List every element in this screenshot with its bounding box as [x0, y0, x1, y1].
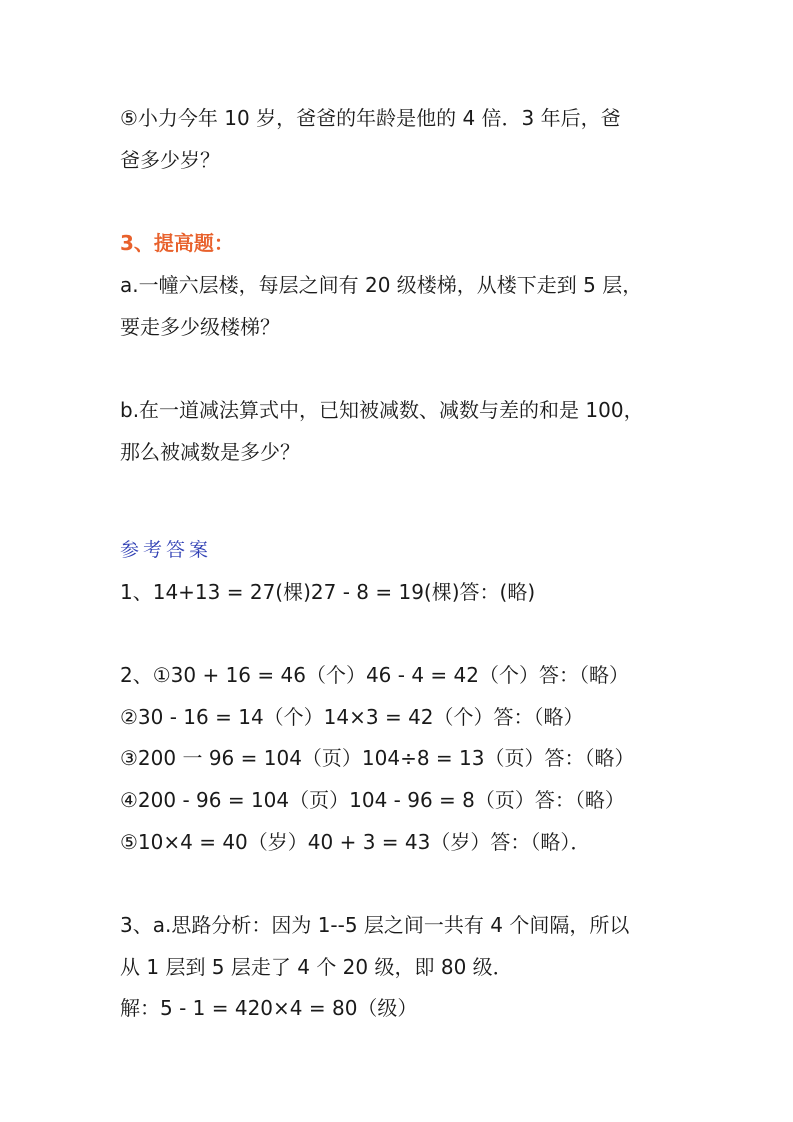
answer-2-1: 2、①30 + 16 = 46（个）46 - 4 = 42（个）答：（略）: [120, 663, 629, 687]
question-5-line-1: ⑤小力今年 10 岁，爸爸的年龄是他的 4 倍．3 年后，爸: [120, 106, 621, 130]
answer-3-line-1: 3、a.思路分析：因为 1--5 层之间一共有 4 个间隔，所以: [120, 913, 630, 937]
answer-2-5: ⑤10×4 = 40（岁）40 + 3 = 43（岁）答：（略）．: [120, 830, 591, 854]
question-5-line-2: 爸多少岁？: [120, 148, 220, 172]
advanced-question-b-line-2: 那么被减数是多少？: [120, 440, 300, 464]
answer-2-2: ②30 - 16 = 14（个）14×3 = 42（个）答：（略）: [120, 705, 584, 729]
answer-3-line-3: 解：5 - 1 = 420×4 = 80（级）: [120, 996, 418, 1020]
advanced-section-heading: 3、提高题：: [120, 231, 234, 255]
answer-3-line-2: 从 1 层到 5 层走了 4 个 20 级，即 80 级．: [120, 955, 513, 979]
answer-1: 1、14+13 = 27(棵)27 - 8 = 19(棵)答：(略): [120, 580, 536, 604]
advanced-question-b-line-1: b.在一道减法算式中，已知被减数、减数与差的和是 100，: [120, 398, 644, 422]
advanced-question-a-line-1: a.一幢六层楼，每层之间有 20 级楼梯，从楼下走到 5 层，: [120, 273, 643, 297]
answer-2-4: ④200 - 96 = 104（页）104 - 96 = 8（页）答：（略）: [120, 788, 625, 812]
advanced-question-a-line-2: 要走多少级楼梯？: [120, 315, 280, 339]
answers-section-heading: 参考答案: [120, 539, 213, 561]
answer-2-3: ③200 一 96 = 104（页）104÷8 = 13（页）答：（略）: [120, 746, 635, 770]
